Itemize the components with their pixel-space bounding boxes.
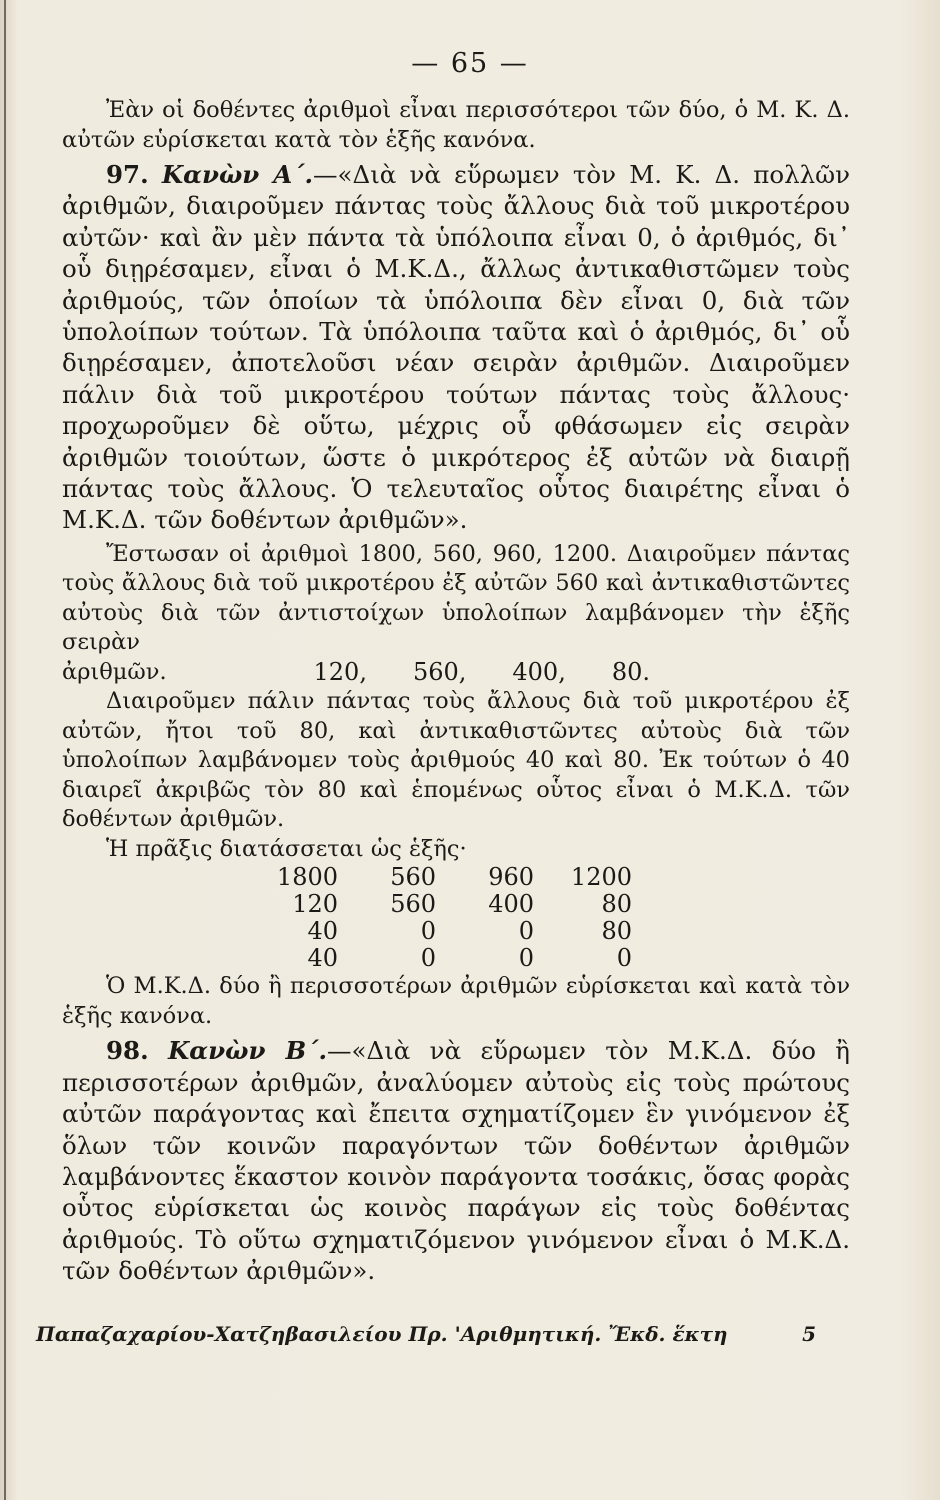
page-number: — 65 —	[411, 48, 529, 79]
example-paragraph-2: Διαιροῦμεν πάλιν πάντας τοὺς ἄλλους διὰ τοῦ μικροτέρου ἐξ αὐτῶν, ἤτοι τοῦ 80, καὶ ἀντικαθιστῶντες αὐτοὺς διὰ τῶν ὑπολοίπων λαμβάνομεν τοὺς ἀριθμούς 40 καὶ 80. Ἐκ τούτων ὁ 40 διαιρεῖ ἀκριβῶς τὸν 80 καὶ ἑπομένως οὗτος εἶναι ὁ Μ.Κ.Δ. τῶν δοθέντων ἀριθμῶν.	[62, 688, 850, 833]
table-cell: 1800	[276, 863, 338, 892]
table-cell: 1200	[570, 863, 632, 892]
footer-sheet-number: 5	[802, 1322, 816, 1346]
section-97-number: 97.	[106, 160, 149, 189]
example-paragraph-1: Ἔστωσαν οἱ ἀριθμοὶ 1800, 560, 960, 1200. Διαιροῦμεν πάντας τοὺς ἄλλους διὰ τοῦ μικροτέρου ἐξ αὐτῶν 560 καὶ ἀντικαθιστῶντες αὐτοὺς διὰ τῶν ἀντιστοίχων ὑπολοίπων λαμβάνομεν τὴν ἑξῆς σειρὰν	[62, 540, 850, 656]
table-cell: 80	[601, 917, 632, 946]
table-row	[240, 891, 632, 918]
table-row	[240, 864, 632, 891]
table-cell: 80	[601, 890, 632, 919]
table-row	[240, 918, 632, 945]
table-cell: 560	[390, 863, 436, 892]
section-98	[62, 1035, 850, 1286]
example-paragraph-3: Ἡ πρᾶξις διατάσσεται ὡς ἑξῆς·	[106, 835, 467, 862]
series-value: 80.	[611, 657, 650, 686]
intro-paragraph: Ἐὰν οἱ δοθέντες ἀριθμοὶ εἶναι περισσότεροι τῶν δύο, ὁ Μ. Κ. Δ. αὐτῶν εὑρίσκεται κατὰ τὸν ἑξῆς κανόνα.	[62, 97, 850, 153]
rule-b-title: Κανὼν Β΄.	[167, 1036, 328, 1066]
rule-a-title: Κανὼν Α΄.	[161, 160, 314, 189]
table-cell: 0	[518, 944, 534, 973]
page-edge	[4, 0, 6, 1500]
table-cell: 0	[616, 944, 632, 973]
table-cell: 40	[307, 944, 338, 973]
table-cell: 40	[307, 917, 338, 946]
footer-signature: Παπαζαχαρίου-Χατζηβασιλείου Πρ. 'Αριθμητική. Ἔκδ. ἕκτη	[36, 1322, 728, 1346]
page-footer	[36, 1322, 816, 1346]
table-cell: 560	[390, 890, 436, 919]
table-cell: 400	[488, 890, 534, 919]
series-value: 400,	[512, 657, 566, 686]
example-paragraph-4: Ὁ Μ.Κ.Δ. δύο ἢ περισσοτέρων ἀριθμῶν εὑρίσκεται καὶ κατὰ τὸν ἑξῆς κανόνα.	[62, 973, 850, 1029]
table-cell: 0	[420, 917, 436, 946]
table-cell: 0	[518, 917, 534, 946]
section-97	[62, 159, 850, 536]
table-cell: 960	[488, 863, 534, 892]
example-series-label: ἀριθμῶν.	[62, 658, 167, 685]
series-value: 120,	[313, 657, 367, 686]
table-cell: 120	[292, 890, 338, 919]
table-row	[240, 945, 632, 972]
section-98-number: 98.	[106, 1036, 149, 1066]
example-series-values	[314, 658, 850, 688]
page-content	[62, 96, 850, 1287]
series-value: 560,	[412, 657, 467, 686]
calculation-table	[240, 864, 632, 972]
table-cell: 0	[420, 944, 436, 973]
rule-a-text: —«Διὰ νὰ εὕρωμεν τὸν Μ. Κ. Δ. πολλῶν ἀριθμῶν, διαιροῦμεν πάντας τοὺς ἄλλους διὰ τοῦ μικροτέρου αὐτῶν· καὶ ἂν μὲν πάντα τὰ ὑπόλοιπα εἶναι 0, ὁ ἀριθμός, δι᾽ οὗ διῃρέσαμεν, εἶναι ὁ Μ.Κ.Δ., ἄλλως ἀντικαθιστῶμεν τοὺς ἀριθμούς, τῶν ὁποίων τὰ ὑπόλοιπα δὲν εἶναι 0, διὰ τῶν ὑπολοίπων τούτων. Τὰ ὑπόλοιπα ταῦτα καὶ ὁ ἀριθμός, δι᾽ οὗ διῃρέσαμεν, ἀποτελοῦσι νέαν σειρὰν ἀριθμῶν. Διαιροῦμεν πάλιν διὰ τοῦ μικροτέρου τούτων πάντας τοὺς ἄλλους· προχωροῦμεν δὲ οὕτω, μέχρις οὗ φθάσωμεν εἰς σειρὰν ἀριθμῶν τοιούτων, ὥστε ὁ μικρότερος ἐξ αὐτῶν νὰ διαιρῇ πάντας τοὺς ἄλλους. Ὁ τελευταῖος οὗτος διαιρέτης εἶναι ὁ Μ.Κ.Δ. τῶν δοθέντων ἀριθμῶν».	[62, 160, 850, 535]
rule-b-text: —«Διὰ νὰ εὕρωμεν τὸν Μ.Κ.Δ. δύο ἢ περισσοτέρων ἀριθμῶν, ἀναλύομεν αὐτοὺς εἰς τοὺς πρώτους αὐτῶν παράγοντας καὶ ἔπειτα σχηματίζομεν ἓν γινόμενον ἐξ ὅλων τῶν κοινῶν παραγόντων τῶν δοθέντων ἀριθμῶν λαμβάνοντες ἕκαστον κοινὸν παράγοντα τοσάκις, ὅσας φορὰς οὗτος εὑρίσκεται ὡς κοινὸς παράγων εἰς τοὺς δοθέντας ἀριθμούς. Τὸ οὕτω σχηματιζόμενον γινόμενον εἶναι ὁ Μ.Κ.Δ. τῶν δοθέντων ἀριθμῶν».	[62, 1036, 850, 1286]
example-number-series	[62, 658, 850, 688]
